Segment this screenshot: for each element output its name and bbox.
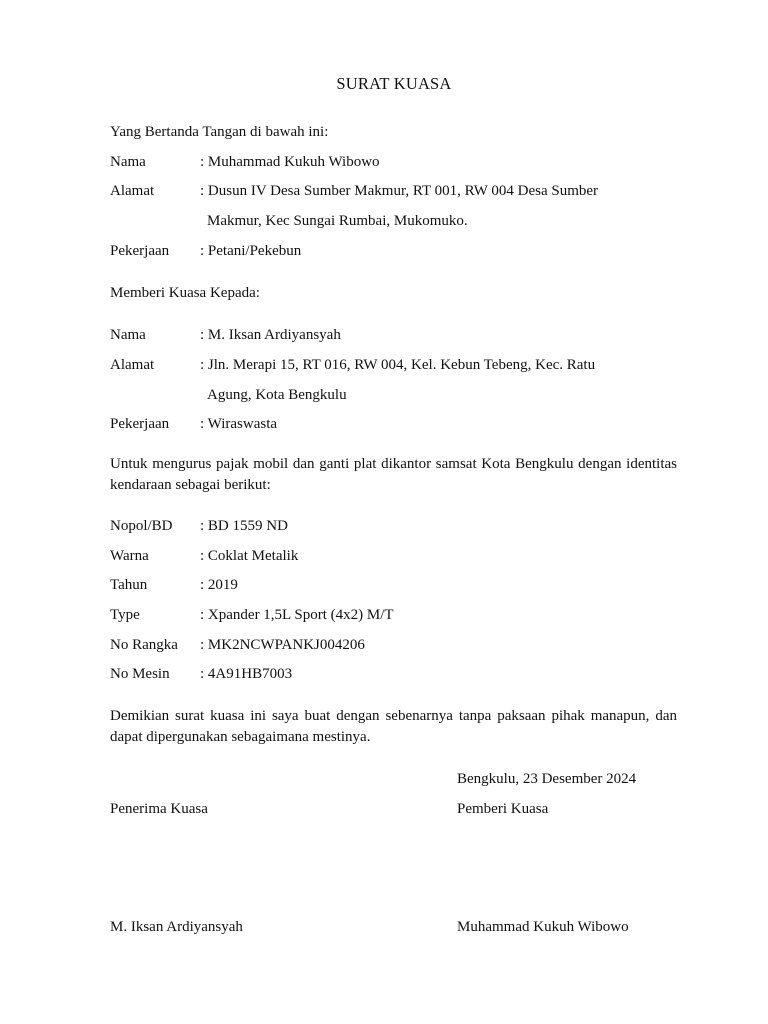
- vehicle-value: : 4A91HB7003: [200, 666, 293, 682]
- vehicle-value: : Xpander 1,5L Sport (4x2) M/T: [200, 607, 394, 623]
- grantor-address-line1: : Dusun IV Desa Sumber Makmur, RT 001, RW 004 Desa Sumber: [200, 183, 599, 199]
- vehicle-value: : MK2NCWPANKJ004206: [200, 637, 365, 653]
- vehicle-label: Nopol/BD: [110, 518, 173, 534]
- closing-paragraph: Demikian surat kuasa ini saya buat dengan sebenarnya tanpa paksaan pihak manapun, dan dapat dipergunakan sebagaimana mestinya.: [110, 708, 677, 745]
- intro-text: Yang Bertanda Tangan di bawah ini:: [110, 124, 329, 140]
- receiver-role: Penerima Kuasa: [110, 801, 208, 817]
- grantor-job-value: : Petani/Pekebun: [200, 243, 302, 259]
- vehicle-label: No Rangka: [110, 637, 178, 653]
- vehicle-value: : 2019: [200, 577, 238, 593]
- grantor-name-label: Nama: [110, 154, 146, 170]
- purpose-paragraph: Untuk mengurus pajak mobil dan ganti plat dikantor samsat Kota Bengkulu dengan identitas kendaraan sebagai berikut:: [110, 456, 677, 493]
- giver-name: Muhammad Kukuh Wibowo: [457, 919, 629, 935]
- grantee-name-value: : M. Iksan Ardiyansyah: [200, 327, 341, 343]
- place-date: Bengkulu, 23 Desember 2024: [457, 771, 637, 787]
- giver-role: Pemberi Kuasa: [457, 801, 549, 817]
- grantor-address-line2: Makmur, Kec Sungai Rumbai, Mukomuko.: [207, 213, 468, 229]
- grantor-address-label: Alamat: [110, 183, 155, 199]
- vehicle-label: Tahun: [110, 577, 148, 593]
- grantee-address-label: Alamat: [110, 357, 155, 373]
- grantor-job-label: Pekerjaan: [110, 243, 170, 259]
- vehicle-value: : BD 1559 ND: [200, 518, 288, 534]
- grantee-address-line1: : Jln. Merapi 15, RT 016, RW 004, Kel. Kebun Tebeng, Kec. Ratu: [200, 357, 596, 373]
- page-title: SURAT KUASA: [336, 74, 452, 93]
- grantee-job-label: Pekerjaan: [110, 416, 170, 432]
- grant-heading: Memberi Kuasa Kepada:: [110, 285, 260, 301]
- grantee-name-label: Nama: [110, 327, 146, 343]
- vehicle-label: No Mesin: [110, 666, 170, 682]
- receiver-name: M. Iksan Ardiyansyah: [110, 919, 243, 935]
- vehicle-value: : Coklat Metalik: [200, 548, 299, 564]
- vehicle-label: Warna: [110, 548, 149, 564]
- vehicle-label: Type: [110, 607, 140, 623]
- grantee-address-line2: Agung, Kota Bengkulu: [207, 387, 347, 403]
- grantor-name-value: : Muhammad Kukuh Wibowo: [200, 154, 380, 170]
- grantee-job-value: : Wiraswasta: [200, 416, 278, 432]
